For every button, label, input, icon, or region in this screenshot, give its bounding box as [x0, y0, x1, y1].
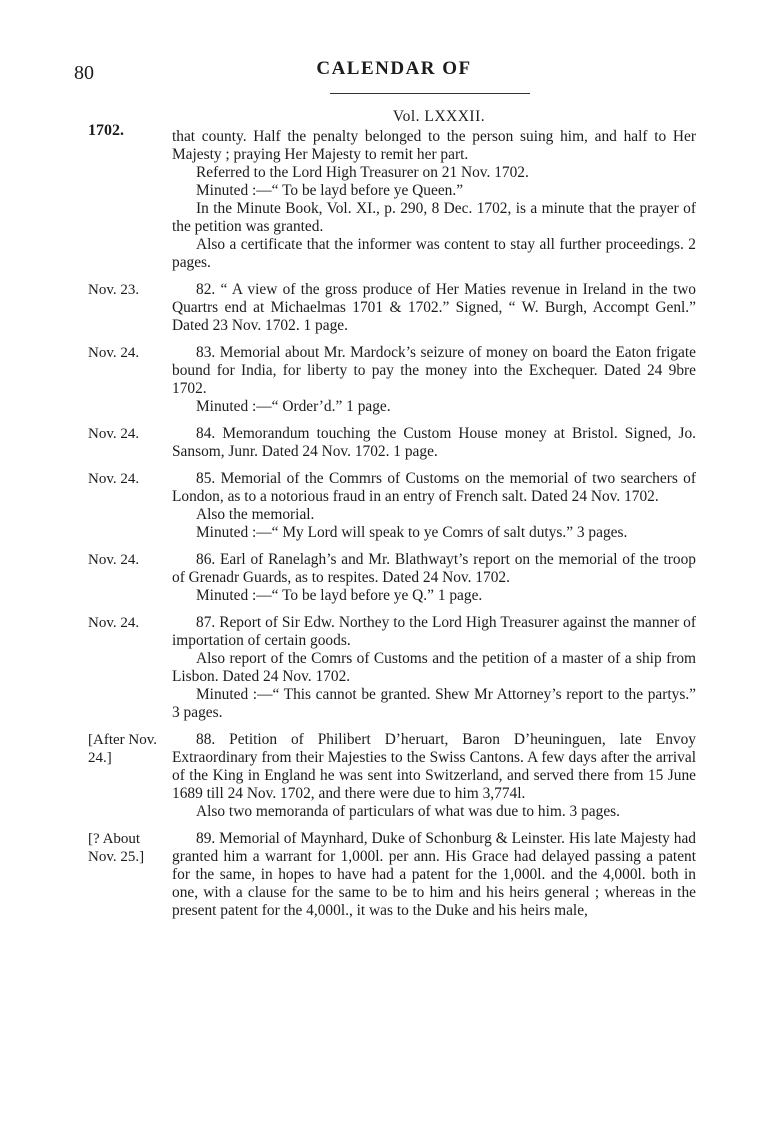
entry-paragraph: 86. Earl of Ranelagh’s and Mr. Blathwayt’s report on the memorial of the troop of Grenadr Guards, as to respites. Dated 24 Nov. 1702. — [172, 551, 696, 586]
entry-paragraph: Referred to the Lord High Treasurer on 21 Nov. 1702. — [196, 164, 529, 181]
entry-date: [After Nov. 24.] — [88, 732, 158, 766]
entry-paragraph: 82. “ A view of the gross produce of Her Maties revenue in Ireland in the two Quartrs end at Michaelmas 1701 & 1702.” Signed, “ W. Burgh, Accompt Genl.” Dated 23 Nov. 1702. 1 page. — [172, 281, 696, 334]
entry-84 — [88, 425, 696, 461]
entry-paragraph: Minuted :—“ To be layd before ye Q.” 1 page. — [196, 587, 483, 604]
entry-paragraph: 83. Memorial about Mr. Mardock’s seizure of money on board the Eaton frigate bound for India, for liberty to pay the money into the Exchequer. Dated 24 9bre 1702. — [172, 344, 696, 397]
entry-82 — [88, 281, 696, 335]
entry-paragraph: 84. Memorandum touching the Custom House money at Bristol. Signed, Jo. Sansom, Junr. Dated 24 Nov. 1702. 1 page. — [172, 425, 696, 460]
entry-paragraph: 87. Report of Sir Edw. Northey to the Lord High Treasurer against the manner of importation of certain goods. — [172, 614, 696, 649]
entry-paragraph: Also the memorial. — [196, 506, 315, 523]
entry-83 — [88, 344, 696, 416]
entry-date: Nov. 24. — [88, 615, 140, 631]
entry-date: Nov. 24. — [88, 471, 140, 487]
entry-paragraph: 89. Memorial of Maynhard, Duke of Schonburg & Leinster. His late Majesty had granted him a warrant for 1,000l. per ann. His Grace had delayed passing a patent for the same, in hopes to have had a patent for the 1,000l. and the 4,000l. both in one, with a clause for the same to be to him and his heirs general ; whereas in the present patent for the 4,000l., it was to the Duke and his heirs male, — [172, 830, 696, 919]
page-number: 80 — [74, 62, 94, 84]
entry-85 — [88, 470, 696, 542]
entry-paragraph: 88. Petition of Philibert D’heruart, Baron D’heuninguen, late Envoy Extraordinary from their Majesties to the Swiss Cantons. A few days after the arrival of the King in England he was sent into Switzerland, and served there from 15 June 1689 till 24 Nov. 1702, and there were due to him 3,774l. — [172, 731, 696, 802]
entry-date: Nov. 23. — [88, 282, 140, 298]
entry-87 — [88, 614, 696, 722]
entry-paragraph: Minuted :—“ My Lord will speak to ye Comrs of salt dutys.” 3 pages. — [196, 524, 628, 541]
entry-paragraph: Minuted :—“ Order’d.” 1 page. — [196, 398, 391, 415]
entry-paragraph: Also report of the Comrs of Customs and the petition of a master of a ship from Lisbon. Dated 24 Nov. 1702. — [172, 650, 696, 685]
entry-date: 1702. — [88, 122, 124, 139]
entry-88 — [88, 731, 696, 821]
entry-89 — [88, 830, 696, 920]
volume-heading: Vol. LXXXII. — [392, 108, 486, 125]
entry-paragraph: that county. Half the penalty belonged to the person suing him, and half to Her Majesty ; praying Her Majesty to remit her part. — [172, 128, 696, 163]
entry-paragraph: Also a certificate that the informer was content to stay all further proceedings. 2 pages. — [172, 236, 696, 271]
entry-paragraph: Minuted :—“ This cannot be granted. Shew Mr Attorney’s report to the partys.” 3 pages. — [172, 686, 696, 721]
entry-paragraph: Minuted :—“ To be layd before ye Queen.” — [196, 182, 464, 199]
entry-paragraph: In the Minute Book, Vol. XI., p. 290, 8 Dec. 1702, is a minute that the prayer of the petition was granted. — [172, 200, 696, 235]
entry-81-continued — [88, 122, 696, 272]
running-head: CALENDAR OF — [316, 58, 472, 79]
entry-date: Nov. 24. — [88, 345, 140, 361]
entry-date: Nov. 24. — [88, 552, 140, 568]
entry-paragraph: Also two memoranda of particulars of what was due to him. 3 pages. — [196, 803, 620, 820]
calendar-entries — [88, 122, 696, 929]
entry-date: [? About Nov. 25.] — [88, 831, 145, 865]
header-rule — [330, 93, 530, 94]
entry-paragraph: 85. Memorial of the Commrs of Customs on the memorial of two searchers of London, as to a notorious fraud in an entry of French salt. Dated 24 Nov. 1702. — [172, 470, 696, 505]
entry-date: Nov. 24. — [88, 426, 140, 442]
entry-86 — [88, 551, 696, 605]
